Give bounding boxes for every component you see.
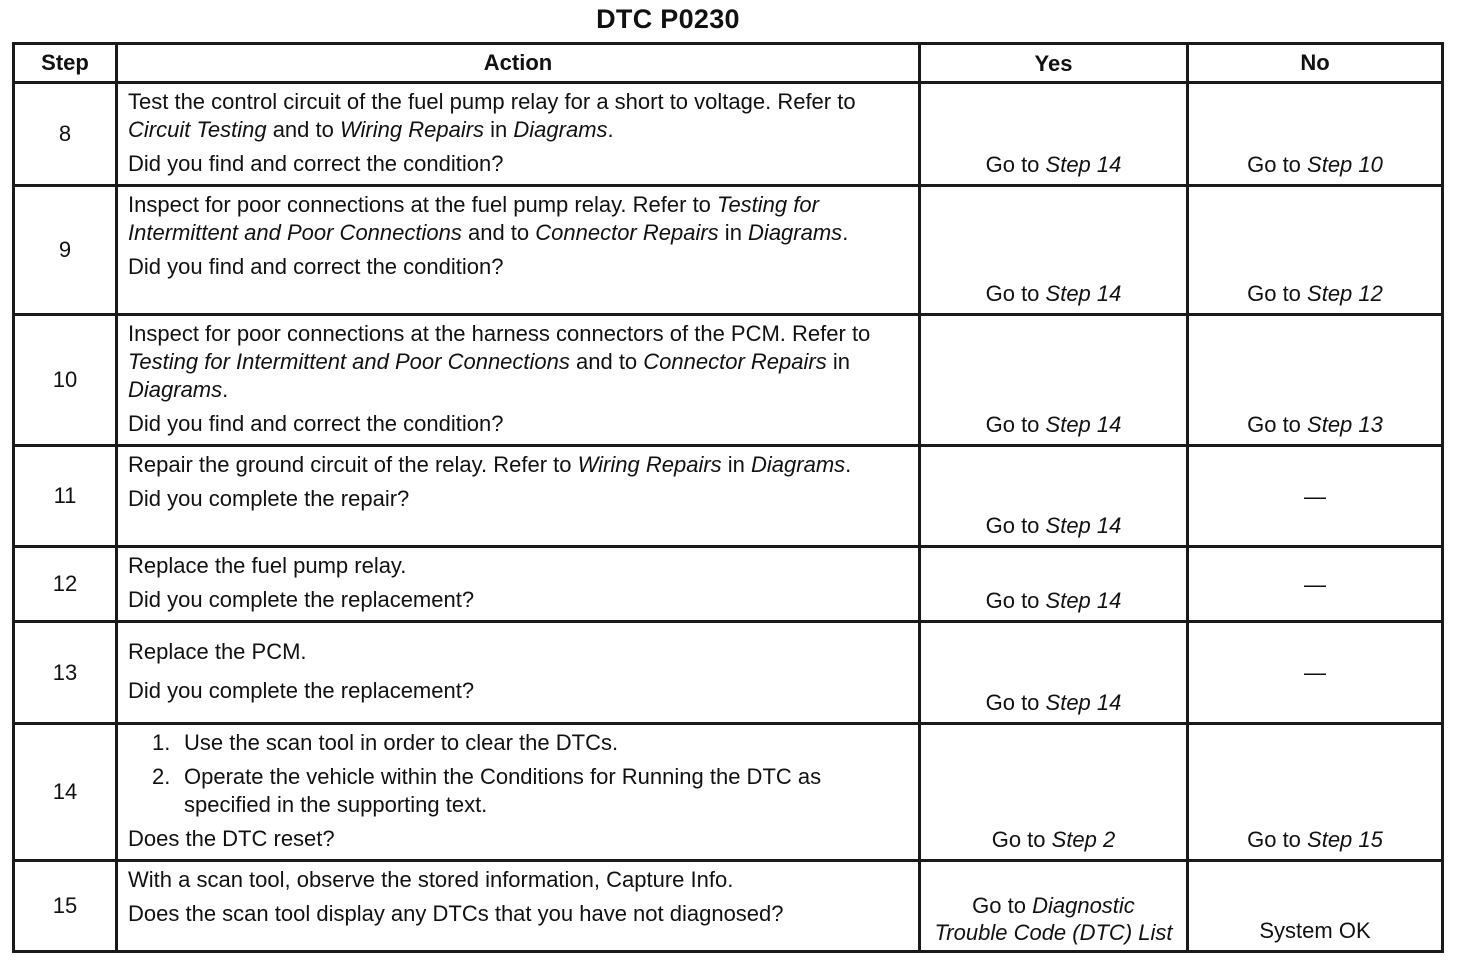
step-number: 13 — [14, 622, 117, 724]
table-row — [14, 83, 1443, 186]
step-number: 14 — [14, 724, 117, 861]
no-cell: Go to Step 15 — [1188, 724, 1443, 861]
no-cell: Go to Step 12 — [1188, 186, 1443, 315]
action-question: Did you find and correct the condition? — [128, 411, 504, 436]
action-question: Did you find and correct the condition? — [128, 151, 504, 176]
no-cell: — — [1188, 547, 1443, 622]
action-question: Did you complete the repair? — [128, 486, 410, 511]
header-yes: Yes — [920, 44, 1188, 83]
yes-cell: Go to Step 14 — [920, 186, 1188, 315]
action-instruction: With a scan tool, observe the stored information, Capture Info. — [128, 867, 734, 892]
action-instruction: Inspect for poor connections at the harness connectors of the PCM. Refer to Testing for Intermittent and Poor Connections and to Connector Repairs in Diagrams. — [128, 321, 871, 402]
list-item: 2. Operate the vehicle within the Conditions for Running the DTC as specified in the supporting text. — [152, 764, 822, 817]
no-cell: — — [1188, 446, 1443, 547]
no-cell: Go to Step 10 — [1188, 83, 1443, 186]
action-question: Does the DTC reset? — [128, 826, 335, 851]
header-step: Step — [14, 44, 117, 83]
step-number: 11 — [14, 446, 117, 547]
yes-cell: Go to Step 14 — [920, 547, 1188, 622]
action-cell — [117, 186, 920, 315]
action-instruction: Test the control circuit of the fuel pump relay for a short to voltage. Refer to Circuit Testing and to Wiring Repairs in Diagrams. — [128, 89, 856, 142]
no-cell: System OK — [1188, 861, 1443, 952]
step-number: 8 — [14, 83, 117, 186]
header-action: Action — [117, 44, 920, 83]
page-title: DTC P0230 — [596, 4, 740, 34]
yes-cell: Go to Step 14 — [920, 622, 1188, 724]
yes-cell: Go to Step 14 — [920, 446, 1188, 547]
table-row — [14, 446, 1443, 547]
numbered-list — [128, 729, 908, 819]
action-cell — [117, 724, 920, 861]
table-row — [14, 547, 1443, 622]
step-number: 12 — [14, 547, 117, 622]
yes-cell: Go to Step 2 — [920, 724, 1188, 861]
yes-cell: Go to Step 14 — [920, 83, 1188, 186]
header-no: No — [1188, 44, 1443, 83]
action-cell — [117, 315, 920, 446]
table-header-row — [14, 44, 1443, 83]
table-row — [14, 724, 1443, 861]
yes-cell: Go to Diagnostic Trouble Code (DTC) List — [920, 861, 1188, 952]
action-instruction: Replace the PCM. — [128, 639, 307, 664]
step-number: 9 — [14, 186, 117, 315]
table-row — [14, 622, 1443, 724]
list-item: 1. Use the scan tool in order to clear the DTCs. — [152, 730, 619, 755]
step-number: 15 — [14, 861, 117, 952]
action-cell — [117, 83, 920, 186]
action-instruction: Inspect for poor connections at the fuel pump relay. Refer to Testing for Intermittent and Poor Connections and to Connector Repairs in Diagrams. — [128, 192, 849, 245]
action-cell — [117, 622, 920, 724]
action-instruction: Repair the ground circuit of the relay. Refer to Wiring Repairs in Diagrams. — [128, 452, 852, 477]
action-instruction: Replace the fuel pump relay. — [128, 553, 407, 578]
action-cell — [117, 446, 920, 547]
step-number: 10 — [14, 315, 117, 446]
action-question: Did you find and correct the condition? — [128, 254, 504, 279]
table-row — [14, 861, 1443, 952]
action-question: Did you complete the replacement? — [128, 587, 475, 612]
action-question: Did you complete the replacement? — [128, 678, 475, 703]
dtc-table — [12, 42, 1444, 953]
action-cell — [117, 861, 920, 952]
action-cell — [117, 547, 920, 622]
table-row — [14, 186, 1443, 315]
no-cell: Go to Step 13 — [1188, 315, 1443, 446]
action-question: Does the scan tool display any DTCs that you have not diagnosed? — [128, 901, 784, 926]
table-row — [14, 315, 1443, 446]
no-cell: — — [1188, 622, 1443, 724]
yes-cell: Go to Step 14 — [920, 315, 1188, 446]
